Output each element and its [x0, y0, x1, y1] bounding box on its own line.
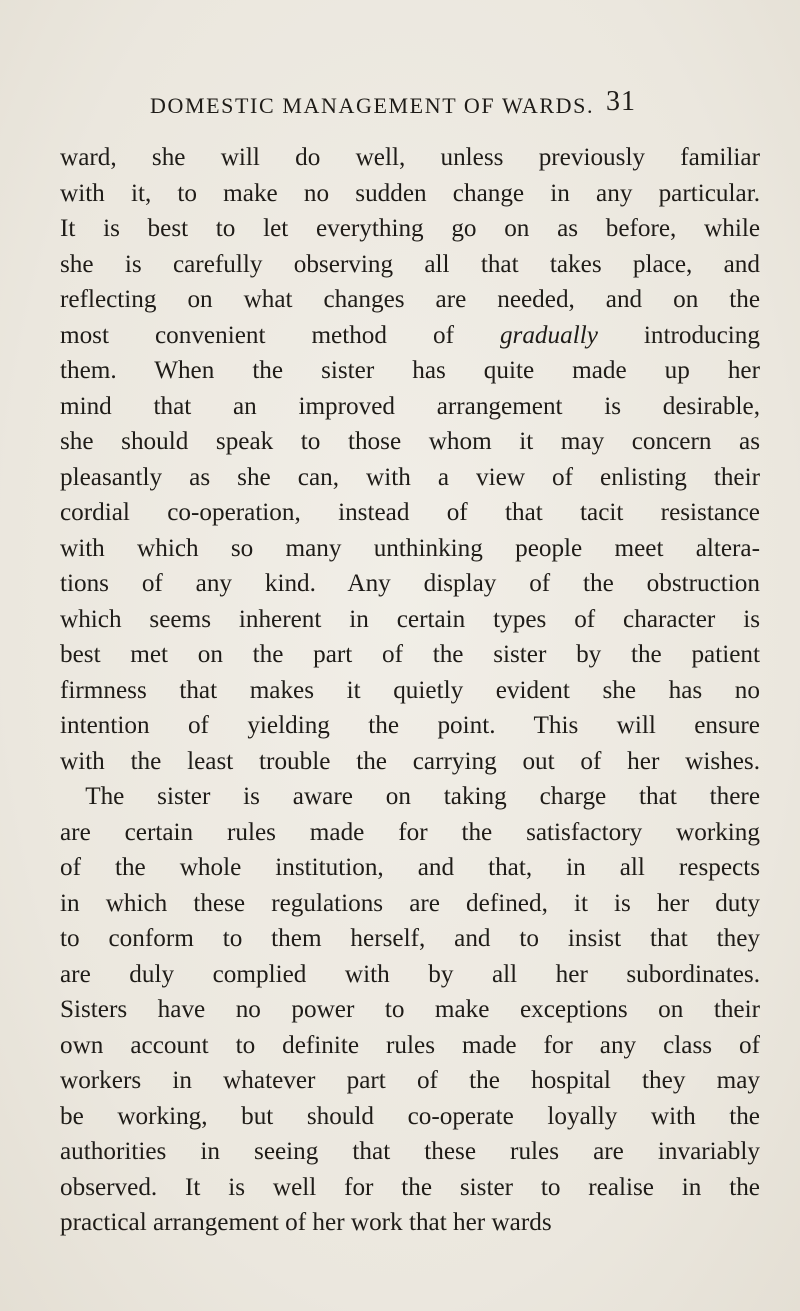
- text-line: [60, 1205, 760, 1241]
- text-line: [60, 886, 760, 922]
- text-segment: own account to definite rules made for any class of: [60, 1031, 760, 1059]
- text-line: [60, 424, 760, 460]
- text-line: [60, 460, 760, 496]
- text-line: [60, 850, 760, 886]
- text-segment: introducing: [597, 321, 760, 349]
- text-line: [60, 637, 760, 673]
- text-segment: be working, but should co-operate loyally with the: [60, 1102, 760, 1130]
- text-segment: most convenient method of: [60, 321, 500, 349]
- text-segment: reflecting on what changes are needed, and on the: [60, 286, 760, 313]
- body-text: [60, 140, 760, 1241]
- text-line: [60, 247, 760, 283]
- page-number: 31: [606, 86, 636, 117]
- text-segment: mind that an improved arrangement is desirable,: [60, 392, 760, 420]
- text-segment: cordial co-operation, instead of that tacit resistance: [60, 499, 760, 526]
- text-line: [60, 957, 760, 993]
- text-line: [60, 1170, 760, 1206]
- text-line: [60, 389, 760, 425]
- text-segment: with it, to make no sudden change in any particular.: [60, 179, 760, 207]
- text-segment: are certain rules made for the satisfactory working: [60, 818, 760, 846]
- text-segment: authorities in seeing that these rules are invariably: [60, 1138, 760, 1165]
- text-segment: workers in whatever part of the hospital they may: [60, 1067, 760, 1094]
- emphasis-text: gradually: [499, 321, 598, 349]
- text-segment: with the least trouble the carrying out of her wishes.: [60, 747, 760, 775]
- text-segment: firmness that makes it quietly evident she has no: [60, 676, 760, 704]
- text-line: [60, 779, 760, 815]
- text-segment: she is carefully observing all that takes place, and: [60, 250, 760, 278]
- text-segment: to conform to them herself, and to insist that they: [60, 925, 760, 952]
- text-segment: Sisters have no power to make exceptions on their: [60, 996, 760, 1023]
- text-line: [60, 1063, 760, 1099]
- text-line: [60, 176, 760, 212]
- text-segment: of the whole institution, and that, in all respects: [60, 854, 760, 881]
- text-segment: tions of any kind. Any display of the obstruction: [60, 570, 760, 597]
- text-line: [60, 744, 760, 780]
- text-line: [60, 602, 760, 638]
- text-line: [60, 140, 760, 176]
- text-segment: ward, she will do well, unless previously familiar: [60, 144, 760, 171]
- text-line: [60, 992, 760, 1028]
- text-line: [60, 921, 760, 957]
- text-line: [60, 1134, 760, 1170]
- text-segment: are duly complied with by all her subordinates.: [60, 960, 760, 988]
- text-segment: practical arrangement of her work that her wards: [60, 1209, 552, 1236]
- text-segment: with which so many unthinking people meet altera-: [60, 534, 760, 562]
- text-line: [60, 211, 760, 247]
- text-segment: best met on the part of the sister by the patient: [60, 641, 760, 668]
- text-line: [60, 353, 760, 389]
- text-line: [60, 1099, 760, 1135]
- text-segment: pleasantly as she can, with a view of enlisting their: [60, 463, 760, 491]
- text-segment: in which these regulations are defined, it is her duty: [60, 889, 760, 917]
- text-segment: It is best to let everything go on as before, while: [60, 215, 760, 242]
- text-line: [60, 531, 760, 567]
- text-line: [60, 708, 760, 744]
- text-segment: which seems inherent in certain types of character is: [60, 605, 760, 633]
- text-line: [60, 318, 760, 354]
- text-segment: observed. It is well for the sister to realise in the: [60, 1173, 760, 1201]
- text-segment: The sister is aware on taking charge that there: [60, 783, 760, 810]
- text-line: [60, 495, 760, 531]
- text-line: [60, 673, 760, 709]
- text-segment: them. When the sister has quite made up her: [60, 357, 760, 384]
- running-head: DOMESTIC MANAGEMENT OF WARDS.: [150, 93, 595, 118]
- text-line: [60, 566, 760, 602]
- text-segment: intention of yielding the point. This will ensure: [60, 712, 760, 739]
- text-line: [60, 282, 760, 318]
- text-segment: she should speak to those whom it may concern as: [60, 428, 760, 455]
- text-line: [60, 815, 760, 851]
- text-line: [60, 1028, 760, 1064]
